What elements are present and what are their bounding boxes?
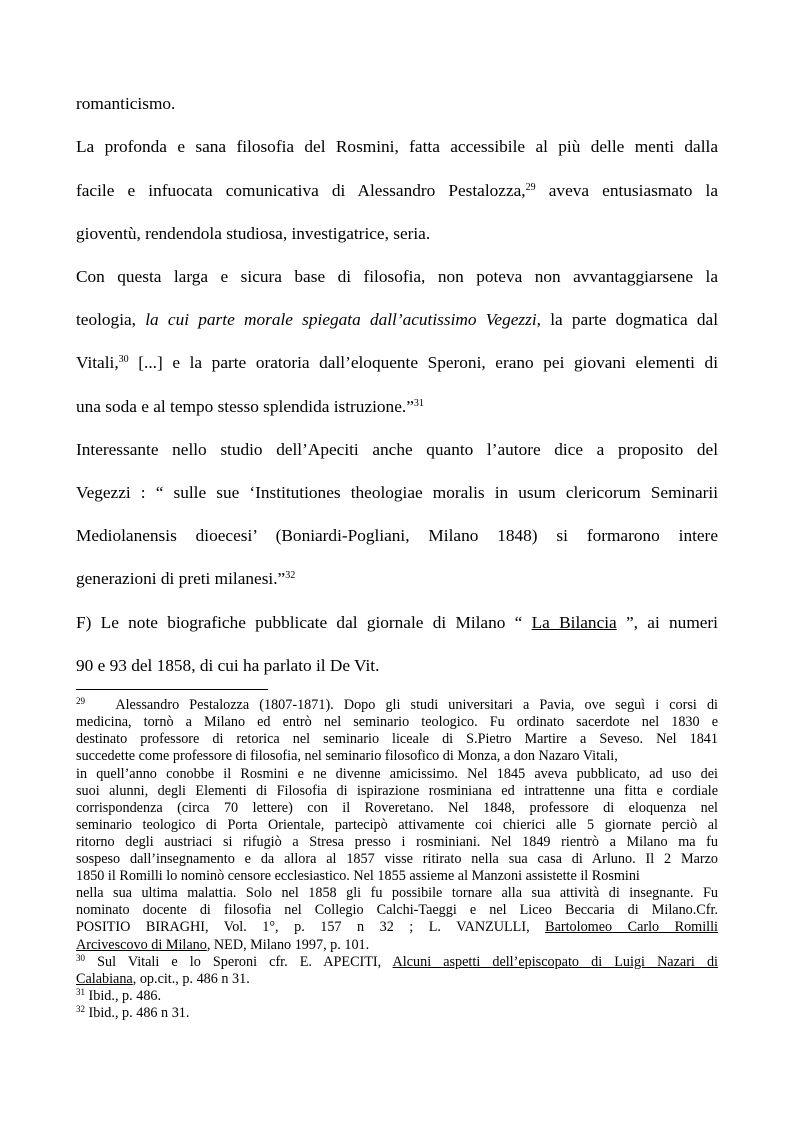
body-line: 90 e 93 del 1858, di cui ha parlato il De Vit. [76, 656, 380, 675]
footnote-number: 32 [76, 1004, 85, 1014]
footnote-line: sospeso dall’insegnamento e da allora al 1857 visse ritirato nella sua casa di Arluno. Il 2 Marzo [76, 851, 718, 867]
footnote-number: 31 [76, 987, 85, 997]
footnote-line: in quell’anno conobbe il Rosmini e ne divenne amicissimo. Nel 1845 aveva pubblicato, ad uso dei [76, 766, 718, 782]
body-line: F) Le note biografiche pubblicate dal giornale di Milano “ La Bilancia ”, ai numeri [76, 613, 718, 632]
italic-quote: la cui parte morale spiegata dall’acutissimo Vegezzi [145, 310, 537, 329]
cited-title: Calabiana [76, 971, 133, 987]
footnote-ref: 30 [118, 354, 129, 365]
body-line: Vitali,$^{30}$ [...] e la parte oratoria dall’eloquente Speroni, erano pei giovani elementi di [76, 353, 718, 372]
footnote-line: Calabiana, op.cit., p. 486 n 31. [76, 971, 250, 987]
footnote-line: Arcivescovo di Milano, NED, Milano 1997, p. 101. [76, 937, 370, 953]
body-line: facile e infuocata comunicativa di Alessandro Pestalozza,$^{29}$ aveva entusiasmato la [76, 181, 718, 200]
footnote-number: 30 [76, 953, 85, 963]
footnote-line: nominato docente di filosofia nel Collegio Calchi-Taeggi e nel Liceo Beccaria di Milano.Cfr. [76, 902, 718, 918]
footnote-line: $^{32}$ Ibid., p. 486 n 31. [76, 1004, 190, 1021]
body-line: Interessante nello studio dell’Apeciti anche quanto l’autore dice a proposito del [76, 440, 718, 459]
body-line: Mediolanensis dioecesi’ (Boniardi-Pogliani, Milano 1848) si formarono intere [76, 526, 718, 545]
body-line: Con questa larga e sicura base di filosofia, non poteva non avvantaggiarsene la [76, 267, 718, 286]
body-line: teologia, la cui parte morale spiegata dall’acutissimo Vegezzi, la parte dogmatica dal [76, 310, 718, 329]
cited-title: Bartolomeo Carlo Romilli [545, 919, 718, 935]
footnote-line: $^{31}$ Ibid., p. 486. [76, 987, 162, 1004]
body-line: Vegezzi : “ sulle sue ‘Institutiones theologiae moralis in usum clericorum Seminarii [76, 483, 718, 502]
footnote-separator [76, 689, 268, 690]
footnote-ref: 32 [285, 570, 296, 581]
footnote-line: POSITIO BIRAGHI, Vol. 1°, p. 157 n 32 ; L. VANZULLI, Bartolomeo Carlo Romilli [76, 919, 718, 935]
body-line: una soda e al tempo stesso splendida istruzione.”$^{31}$ [76, 397, 424, 416]
footnote-line: corrispondenza (circa 70 lettere) con il Roveretano. Nel 1848, professore di eloquenza nel [76, 800, 718, 816]
footnote-line: succedette come professore di filosofia, nel seminario filosofico di Monza, a don Nazaro Vitali, [76, 748, 618, 764]
body-line: romanticismo. [76, 94, 176, 113]
footnote-line: suoi alunni, degli Elementi di Filosofia di ispirazione rosminiana ed intrattenne una fitta e cordiale [76, 783, 718, 799]
cited-title: Alcuni aspetti dell’episcopato di Luigi Nazari di [392, 954, 718, 970]
body-line: gioventù, rendendola studiosa, investigatrice, seria. [76, 224, 431, 243]
footnote-line: ritorno degli austriaci si rifugiò a Stresa presso i rosminiani. Nel 1849 rientrò a Milano ma fu [76, 834, 718, 850]
footnote-ref: 29 [525, 182, 536, 193]
footnote-ref: 31 [413, 398, 424, 409]
cited-title: Arcivescovo di Milano [76, 937, 207, 953]
body-line: generazioni di preti milanesi.”$^{32}$ [76, 569, 296, 588]
footnote-line: $^{30}$ Sul Vitali e lo Speroni cfr. E. APECITI, Alcuni aspetti dell’episcopato di Luigi Nazari di [76, 953, 718, 970]
footnote-line: nella sua ultima malattia. Solo nel 1858 gli fu possibile tornare alla sua attività di insegnante. Fu [76, 885, 718, 901]
footnote-line: 1850 il Romilli lo nominò censore ecclesiastico. Nel 1855 assieme al Manzoni assistette il Rosmini [76, 868, 640, 884]
footnote-number: 29 [76, 696, 85, 706]
body-line: La profonda e sana filosofia del Rosmini, fatta accessibile al più delle menti dalla [76, 137, 718, 156]
newspaper-title: La Bilancia [531, 613, 617, 632]
footnote-line: destinato professore di retorica nel seminario liceale di S.Pietro Martire a Seveso. Nel 1841 [76, 731, 718, 747]
footnote-line: $^{29}$ Alessandro Pestalozza (1807-1871). Dopo gli studi universitari a Pavia, ove seguì i corsi di [76, 696, 718, 713]
footnote-line: medicina, tornò a Milano ed entrò nel seminario teologico. Fu ordinato sacerdote nel 1830 e [76, 714, 718, 730]
footnote-line: seminario teologico di Porta Orientale, partecipò attivamente coi chierici alle 5 giornate perciò al [76, 817, 718, 833]
